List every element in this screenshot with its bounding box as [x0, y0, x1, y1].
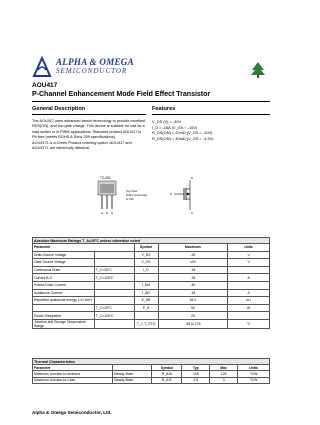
general-divider: [32, 114, 146, 115]
table-row: [33, 289, 270, 297]
table-header: Max: [210, 365, 238, 371]
package-note: to Tab: [126, 197, 134, 201]
parameter-cell: [33, 304, 95, 312]
symbol-cell: I_D: [134, 266, 158, 274]
symbol-cell: R_θJC: [152, 377, 182, 383]
maximum-cell: 25: [158, 312, 228, 320]
package-diagram: [40, 172, 260, 220]
feature-item: V_DS (V) = -30V: [152, 119, 182, 124]
table-header: Units: [228, 244, 270, 252]
typical-cell: 2.5: [182, 377, 210, 383]
feature-item: I_D = -18A (V_GS = -10V): [152, 124, 198, 130]
green-product-tree-icon: [248, 60, 268, 80]
table-row: [33, 304, 270, 312]
table-header: Parameter: [33, 244, 135, 252]
symbol-pin-label: D: [191, 176, 194, 180]
to251-package-icon: [98, 181, 116, 209]
table-row: [33, 319, 270, 328]
table-row: [33, 312, 270, 320]
condition-cell: T_C=100°C: [94, 312, 134, 320]
maximum-cell: -55 to 175: [158, 319, 228, 328]
parameter-cell: Maximum Junction-to-Case: [33, 377, 113, 383]
units-cell: [228, 266, 270, 274]
maximum-cell: -30: [158, 251, 228, 259]
table-header: Units: [238, 365, 270, 371]
parameter-cell: Pulsed Drain Current: [33, 281, 95, 289]
description-green-note: AOU417L is a Green Product ordering option. AOU417 and AOU417L are electrically identical.: [32, 140, 132, 151]
maximum-cell: ±20: [158, 259, 228, 267]
condition-cell: T_C=100°C: [94, 274, 134, 282]
table-header: Symbol: [152, 365, 182, 371]
table-header-row: [33, 244, 270, 252]
parameter-cell: Power Dissipation: [33, 312, 95, 320]
mosfet-symbol-icon: [174, 180, 190, 210]
table-row: [33, 259, 270, 267]
features-title: Features: [152, 106, 176, 112]
thermal-characteristics-table: [32, 364, 270, 384]
footer-company: Alpha & Omega Semiconductor, Ltd.: [32, 410, 112, 415]
symbol-cell: R_θJA: [152, 371, 182, 377]
parameter-cell: Repetitive avalanche energy L=0.1mH: [33, 297, 95, 305]
symbol-pin-label: G: [170, 192, 173, 196]
symbol-cell: P_D: [134, 304, 158, 312]
title-divider: [32, 101, 270, 102]
package-note: Top View: [126, 189, 138, 193]
symbol-cell: E_AR: [134, 297, 158, 305]
package-pin-label: G: [101, 211, 104, 215]
parameter-cell: Drain-Source Voltage: [33, 251, 95, 259]
package-pin-label: D: [106, 211, 109, 215]
condition-cell: [94, 289, 134, 297]
table-header: Typ: [182, 365, 210, 371]
parameter-cell: Continuous Drain: [33, 266, 95, 274]
company-subtitle: SEMICONDUCTOR: [56, 67, 128, 75]
parameter-cell: Avalanche Current: [33, 289, 95, 297]
condition-cell: [94, 319, 134, 328]
amr-caption: Absolute Maximum Ratings T_A=25°C unless otherwise noted: [32, 237, 270, 243]
units-cell: [228, 312, 270, 320]
thermal-caption: Thermal Characteristics: [32, 358, 270, 364]
condition-cell: Steady-State: [112, 377, 152, 383]
units-cell: A: [228, 289, 270, 297]
table-row: [33, 297, 270, 305]
table-header: Symbol: [134, 244, 158, 252]
units-cell: °C/W: [238, 371, 270, 377]
condition-cell: T_C=25°C: [94, 304, 134, 312]
table-row: [33, 274, 270, 282]
symbol-cell: V_GS: [134, 259, 158, 267]
general-description-title: General Description: [32, 106, 86, 112]
maximum-cell: -18: [158, 289, 228, 297]
condition-cell: [94, 297, 134, 305]
part-number: AOU417: [32, 82, 58, 89]
condition-cell: [94, 259, 134, 267]
units-cell: A: [228, 274, 270, 282]
table-row: [33, 377, 270, 383]
units-cell: W: [228, 304, 270, 312]
features-list: [152, 119, 270, 141]
maximum-cell: 50: [158, 304, 228, 312]
symbol-cell: I_AR: [134, 289, 158, 297]
feature-item: R_DS(ON) < 22mΩ (V_GS = -10V): [152, 130, 213, 136]
company-name: ALPHA & OMEGA: [56, 57, 134, 67]
package-note: Drain Connected: [126, 193, 147, 197]
units-cell: V: [228, 251, 270, 259]
units-cell: °C: [228, 319, 270, 328]
symbol-cell: V_DS: [134, 251, 158, 259]
table-row: [33, 281, 270, 289]
typical-cell: 105: [182, 371, 210, 377]
package-name: TO-251: [100, 176, 111, 180]
symbol-cell: T_J, T_STG: [134, 319, 158, 328]
features-divider: [152, 114, 270, 115]
symbol-pin-label: S: [191, 211, 193, 215]
condition-cell: T_C=25°C: [94, 266, 134, 274]
symbol-cell: I_DM: [134, 281, 158, 289]
feature-item: R_DS(ON) < 40mΩ (V_GS = -4.5V): [152, 135, 214, 141]
symbol-cell: [134, 312, 158, 320]
units-cell: [228, 281, 270, 289]
parameter-cell: Gate-Source Voltage: [33, 259, 95, 267]
units-cell: °C/W: [238, 377, 270, 383]
maximum-cell: 16.2: [158, 297, 228, 305]
page-title: P-Channel Enhancement Mode Field Effect Transistor: [32, 91, 211, 98]
units-cell: mJ: [228, 297, 270, 305]
parameter-cell: Junction and Storage Temperature Range: [33, 319, 95, 328]
parameter-cell: Maximum Junction-to-Ambient: [33, 371, 113, 377]
maximum-cell: -18: [158, 266, 228, 274]
condition-cell: Steady-State: [112, 371, 152, 377]
description-paragraph: The AOU417 uses advanced trench technology to provide excellent RDS(ON), and low gate charge. This device is suitable for use as a load switch or in PWM applications. Standard product AOU417 is Pb-free (meets ROHS & Sony 259 specifications).: [32, 119, 146, 140]
table-header: Maximum: [158, 244, 228, 252]
maximum-cell: 3: [210, 377, 238, 383]
condition-cell: [94, 281, 134, 289]
general-description: [32, 119, 146, 151]
maximum-cell: -40: [158, 281, 228, 289]
company-logo-icon: [32, 56, 52, 78]
table-row: [33, 251, 270, 259]
maximum-cell: 125: [210, 371, 238, 377]
condition-cell: [94, 251, 134, 259]
maximum-cell: -18: [158, 274, 228, 282]
package-pin-label: S: [111, 211, 113, 215]
absolute-maximum-ratings-table: [32, 243, 270, 329]
symbol-cell: [134, 274, 158, 282]
table-row: [33, 266, 270, 274]
units-cell: V: [228, 259, 270, 267]
parameter-cell: Current B,G: [33, 274, 95, 282]
table-header: Parameter: [33, 365, 113, 371]
